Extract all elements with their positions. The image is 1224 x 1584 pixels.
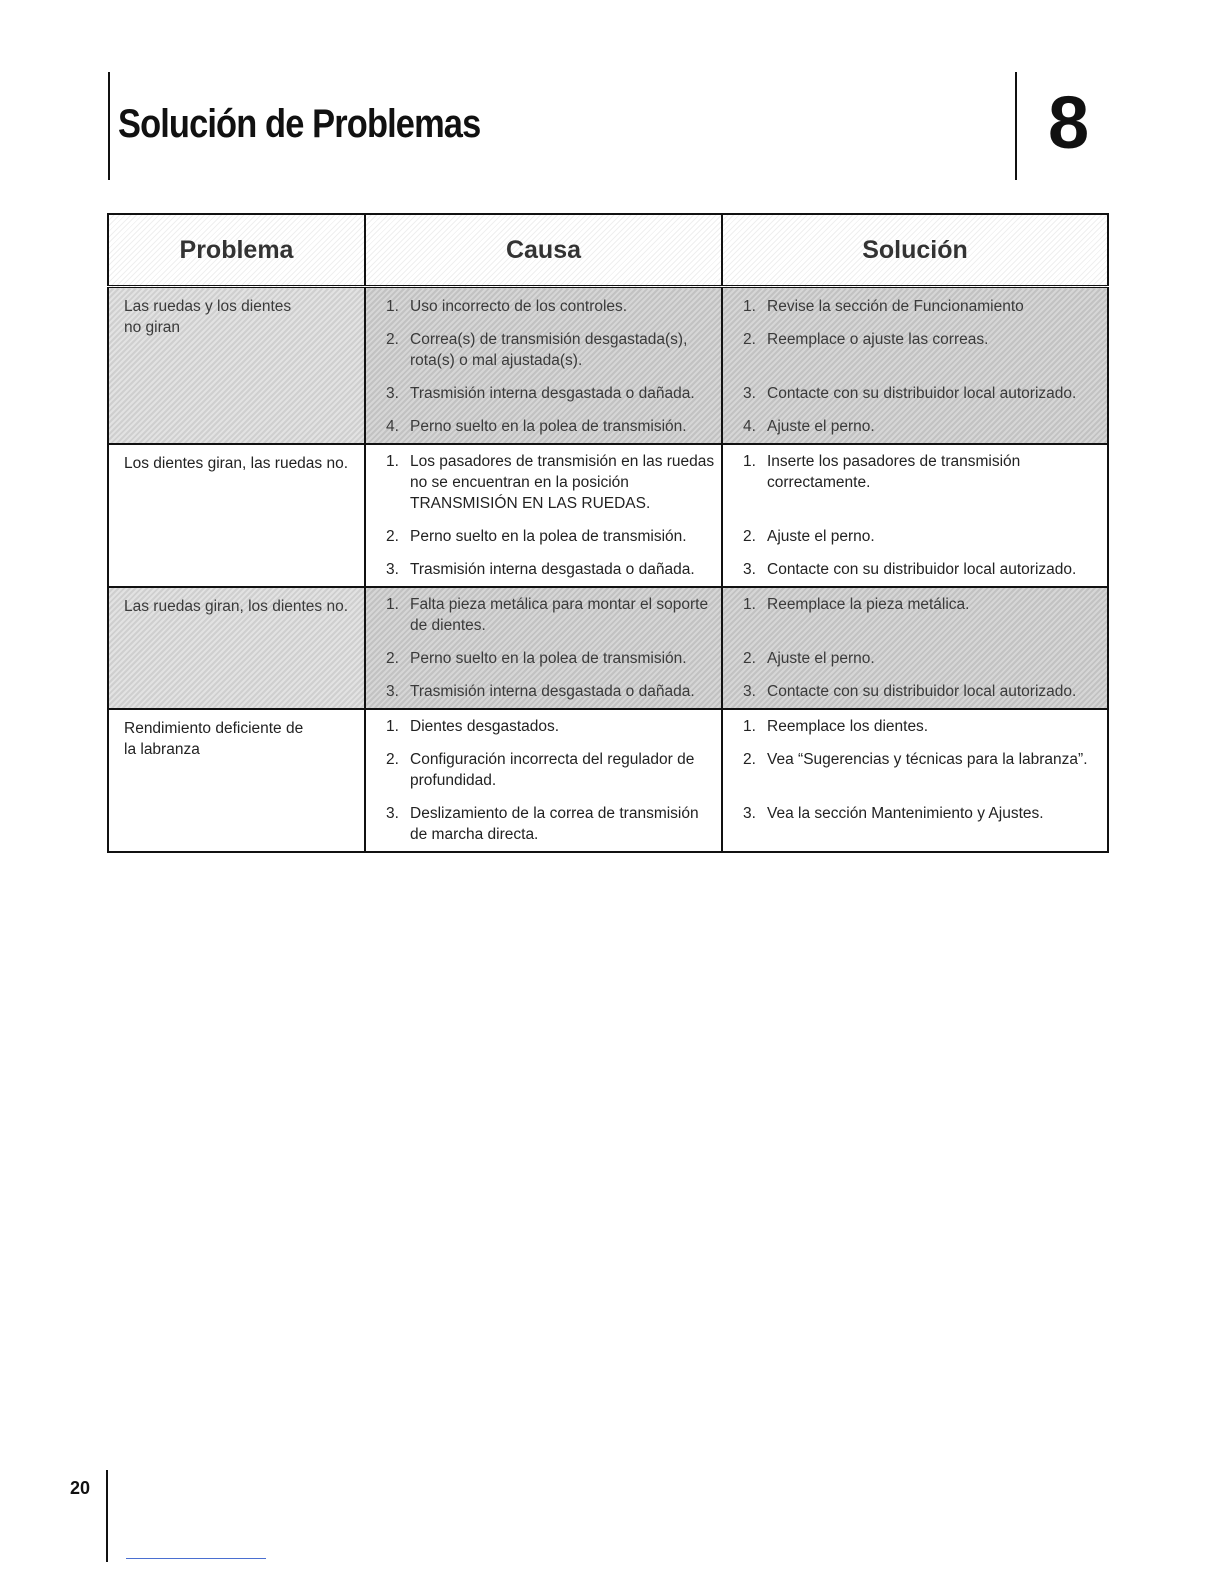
troubleshooting-table <box>107 213 1109 853</box>
list-item: 3. Contacte con su distribuidor local autorizado. <box>743 683 1077 700</box>
list-item: 3. Deslizamiento de la correa de transmisión de marcha directa. <box>386 805 699 843</box>
list-item: 3. Trasmisión interna desgastada o dañada. <box>386 561 695 578</box>
list-item: 1. Revise la sección de Funcionamiento <box>743 298 1024 315</box>
cause-cell <box>365 587 722 709</box>
list-item: 3. Trasmisión interna desgastada o dañada. <box>386 385 695 402</box>
table-header-row <box>108 214 1108 287</box>
solution-cell <box>722 287 1108 445</box>
title-rule <box>108 72 110 180</box>
problem-text: Las ruedas giran, los dientes no. <box>124 598 349 615</box>
list-item: 3. Trasmisión interna desgastada o dañada. <box>386 683 695 700</box>
list-item: 3. Contacte con su distribuidor local autorizado. <box>743 385 1077 402</box>
list-item: 1. Reemplace la pieza metálica. <box>743 596 970 613</box>
problem-cell <box>108 444 365 587</box>
problem-cell <box>108 709 365 852</box>
header-solution: Solución <box>722 214 1108 287</box>
list-item: 1. Inserte los pasadores de transmisión correctamente. <box>743 453 1021 491</box>
problem-text: Rendimiento deficiente de la labranza <box>124 720 304 758</box>
table-row <box>108 587 1108 709</box>
solution-cell <box>722 709 1108 852</box>
footer-line <box>126 1558 266 1559</box>
page-title: Solución de Problemas <box>118 102 481 146</box>
list-item: 1. Reemplace los dientes. <box>743 718 929 735</box>
cause-cell <box>365 444 722 587</box>
list-item: 2. Vea “Sugerencias y técnicas para la labranza”. <box>743 751 1088 768</box>
list-item: 2. Configuración incorrecta del regulador de profundidad. <box>386 751 695 789</box>
problem-cell <box>108 587 365 709</box>
list-item: 4. Perno suelto en la polea de transmisión. <box>386 418 687 435</box>
list-item: 2. Reemplace o ajuste las correas. <box>743 331 989 348</box>
chapter-number: 8 <box>1048 81 1090 164</box>
list-item: 1. Dientes desgastados. <box>386 718 560 735</box>
table-row <box>108 709 1108 852</box>
list-item: 1. Los pasadores de transmisión en las ruedas no se encuentran en la posición TRANSMISIÓN EN LAS RUEDAS. <box>386 453 715 512</box>
page-number: 20 <box>70 1478 91 1498</box>
cause-cell <box>365 709 722 852</box>
cause-cell <box>365 287 722 445</box>
header-problem: Problema <box>108 214 365 287</box>
problem-text: Los dientes giran, las ruedas no. <box>124 455 349 472</box>
table-row <box>108 287 1108 445</box>
footer-rule <box>106 1470 108 1562</box>
list-item: 4. Ajuste el perno. <box>743 418 875 435</box>
table-row <box>108 444 1108 587</box>
header-cause: Causa <box>365 214 722 287</box>
list-item: 3. Contacte con su distribuidor local autorizado. <box>743 561 1077 578</box>
problem-cell <box>108 287 365 445</box>
list-item: 2. Ajuste el perno. <box>743 650 875 667</box>
solution-cell <box>722 444 1108 587</box>
list-item: 3. Vea la sección Mantenimiento y Ajustes. <box>743 805 1044 822</box>
list-item: 1. Falta pieza metálica para montar el soporte de dientes. <box>386 596 709 634</box>
list-item: 2. Perno suelto en la polea de transmisión. <box>386 650 687 667</box>
list-item: 2. Ajuste el perno. <box>743 528 875 545</box>
list-item: 2. Correa(s) de transmisión desgastada(s), rota(s) o mal ajustada(s). <box>386 331 688 369</box>
problem-text: Las ruedas y los dientes no giran <box>124 298 292 336</box>
list-item: 1. Uso incorrecto de los controles. <box>386 298 628 315</box>
list-item: 2. Perno suelto en la polea de transmisión. <box>386 528 687 545</box>
solution-cell <box>722 587 1108 709</box>
chapter-rule <box>1015 72 1017 180</box>
